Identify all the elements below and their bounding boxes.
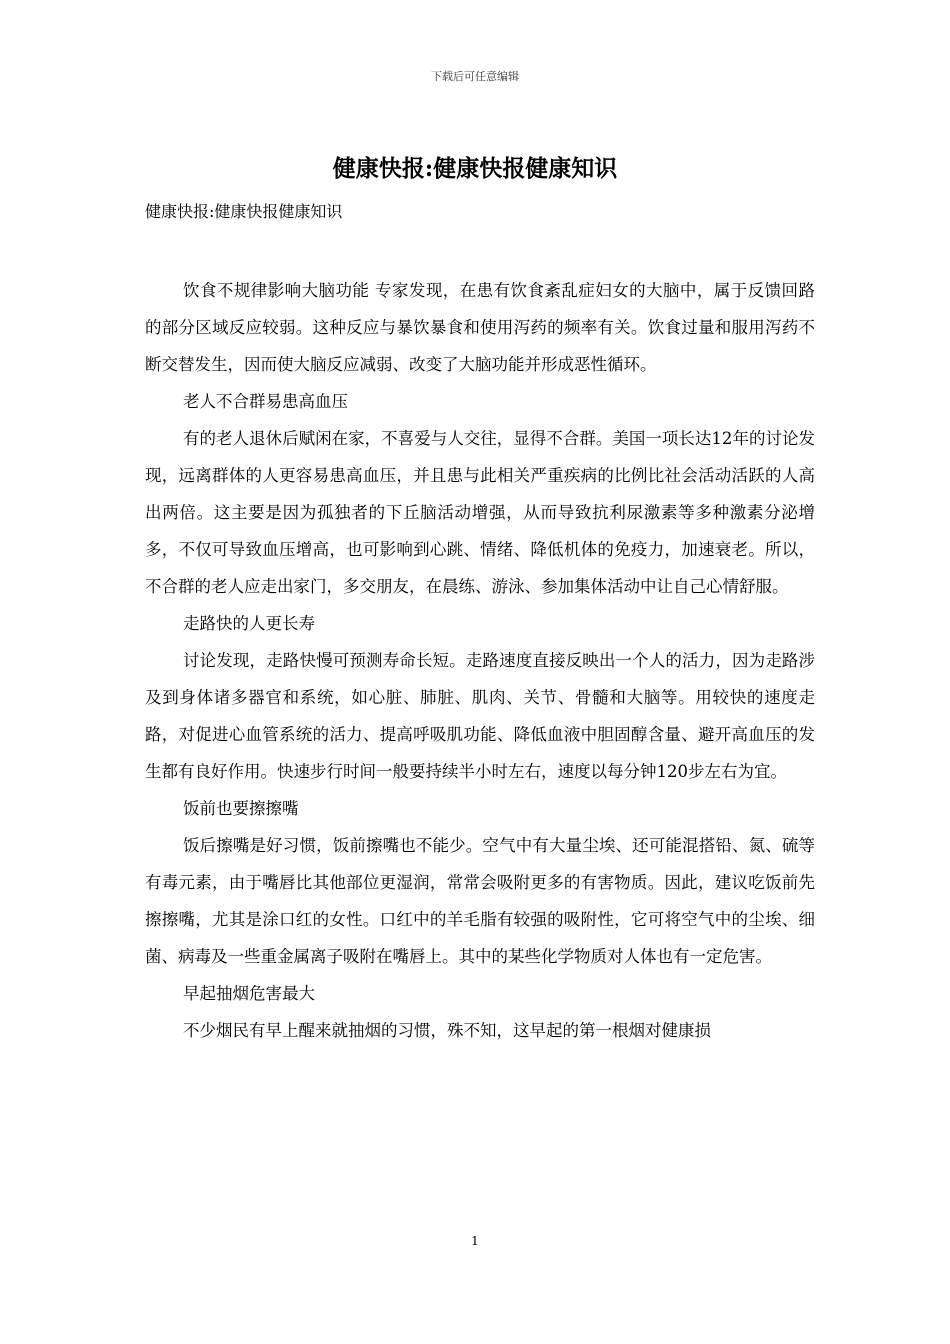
paragraph-wipe-mouth: 饭后擦嘴是好习惯，饭前擦嘴也不能少。空气中有大量尘埃、还可能混搭铅、氮、硫等有毒元素，由于嘴唇比其他部位更湿润，常常会吸附更多的有害物质。因此，建议吃饭前先擦擦嘴，尤其是涂口红的女性。口红中的羊毛脂有较强的吸附性，它可将空气中的尘埃、细菌、病毒及一些重金属离子吸附在嘴唇上。其中的某些化学物质对人体也有一定危害。 <box>145 836 815 966</box>
document-title: 健康快报:健康快报健康知识 <box>332 155 618 182</box>
section-heading-wipe-mouth: 饭前也要擦擦嘴 <box>183 799 299 818</box>
section-heading-elderly-hypertension: 老人不合群易患高血压 <box>183 392 348 411</box>
paragraph-walking-speed: 讨论发现，走路快慢可预测寿命长短。走路速度直接反映出一个人的活力，因为走路涉及到身体诸多器官和系统，如心脏、肺脏、肌肉、关节、骨髓和大脑等。用较快的速度走路，对促进心血管系统的活力、提高呼吸肌功能、降低血液中胆固醇含量、避开高血压的发生都有良好作用。快速步行时间一般要持续半小时左右，速度以每分钟120步左右为宜。 <box>145 651 815 781</box>
section-heading-morning-smoking: 早起抽烟危害最大 <box>183 984 315 1003</box>
document-subtitle: 健康快报:健康快报健康知识 <box>145 202 343 221</box>
page-number: 1 <box>471 1234 479 1248</box>
paragraph-diet-brain: 饮食不规律影响大脑功能 专家发现，在患有饮食紊乱症妇女的大脑中，属于反馈回路的部分区域反应较弱。这种反应与暴饮暴食和使用泻药的频率有关。饮食过量和服用泻药不断交替发生，因而使大脑反应减弱、改变了大脑功能并形成恶性循环。 <box>145 281 815 374</box>
paragraph-morning-smoking: 不少烟民有早上醒来就抽烟的习惯，殊不知，这早起的第一根烟对健康损 <box>183 1021 711 1040</box>
page-header-note: 下载后可任意编辑 <box>431 70 519 83</box>
paragraph-elderly-hypertension: 有的老人退休后赋闲在家，不喜爱与人交往，显得不合群。美国一项长达12年的讨论发现，远离群体的人更容易患高血压，并且患与此相关严重疾病的比例比社会活动活跃的人高出两倍。这主要是因为孤独者的下丘脑活动增强，从而导致抗利尿激素等多种激素分泌增多，不仅可导致血压增高，也可影响到心跳、情绪、降低机体的免疫力，加速衰老。所以，不合群的老人应走出家门，多交朋友，在晨练、游泳、参加集体活动中让自己心情舒服。 <box>145 429 815 596</box>
document-body <box>145 272 815 1049</box>
section-heading-walking-speed: 走路快的人更长寿 <box>183 614 315 633</box>
